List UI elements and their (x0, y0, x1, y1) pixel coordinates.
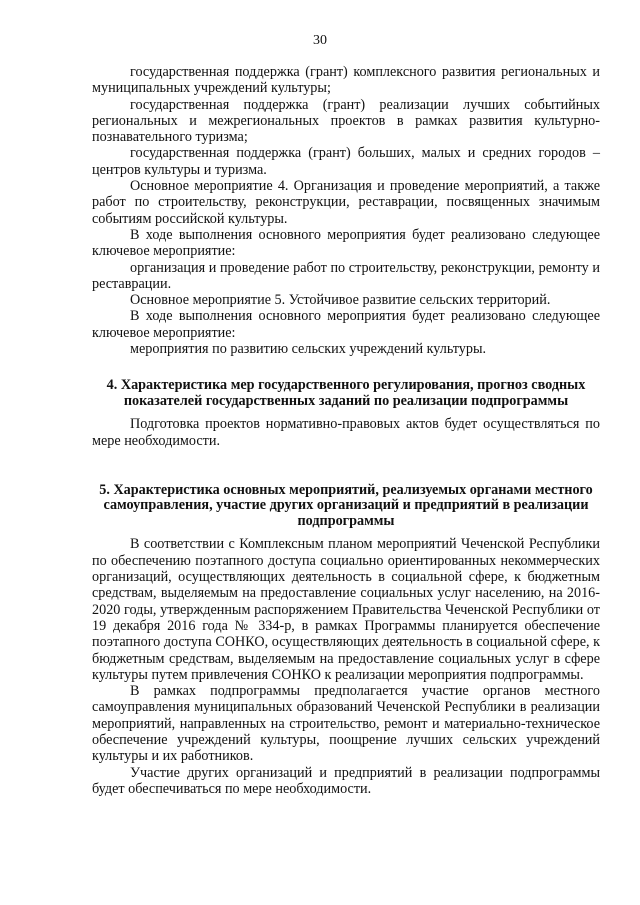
section-5-heading: 5. Характеристика основных мероприятий, реализуемых органами местного самоуправления, участие других организаций и предприятий в реализации подпрограммы (99, 481, 593, 529)
section-4-heading: 4. Характеристика мер государственного регулирования, прогноз сводных показателей государственных заданий по реализации подпрограммы (106, 377, 586, 409)
paragraph: мероприятия по развитию сельских учреждений культуры. (130, 341, 487, 358)
paragraph: государственная поддержка (грант) реализации лучших событийных региональных и межрегиональных проектов в рамках развития культурно-познавательного туризма; (92, 96, 600, 146)
paragraph: Подготовка проектов нормативно-правовых актов будет осуществляться по мере необходимости. (92, 416, 600, 449)
paragraph: государственная поддержка (грант) больших, малых и средних городов – центров культуры и туризма. (92, 145, 600, 178)
paragraph: Основное мероприятие 5. Устойчивое развитие сельских территорий. (130, 292, 551, 309)
document-body (92, 64, 600, 797)
paragraph: В соответствии с Комплексным планом мероприятий Чеченской Республики по обеспечению поэтапного доступа социально ориентированных некоммерческих организаций, осуществляющих деятельность в социальной сфере, к бюджетным средствам, выделяемым на предоставление социальных услуг населению, на 2016-2020 годы, утвержденным распоряжением Правительства Чеченской Республики от 19 декабря 2016 года № 334-р, в рамках Программы планируется обеспечение поэтапного доступа СОНКО, осуществляющих деятельность в социальной сфере, к бюджетным средствам, выделяемым на предоставление социальных услуг в сфере культуры путем привлечения СОНКО к реализации мероприятия подпрограммы. (92, 536, 600, 683)
paragraph: государственная поддержка (грант) комплексного развития региональных и муниципальных учреждений культуры; (92, 64, 600, 97)
paragraph: В ходе выполнения основного мероприятия будет реализовано следующее ключевое мероприятие: (92, 308, 600, 341)
paragraph: Основное мероприятие 4. Организация и проведение мероприятий, а также работ по строительству, реконструкции, реставрации, посвященных значимым событиям российской культуры. (92, 178, 600, 227)
page-number: 30 (313, 33, 327, 48)
paragraph: организация и проведение работ по строительству, реконструкции, ремонту и реставрации. (92, 259, 600, 292)
paragraph: В рамках подпрограммы предполагается участие органов местного самоуправления муниципальных образований Чеченской Республики в реализации мероприятий, направленных на строительство, ремонт и материально-техническое обеспечение учреждений культуры, поощрение лучших сельских учреждений культуры и их работников. (92, 683, 600, 765)
paragraph: Участие других организаций и предприятий в реализации подпрограммы будет обеспечиваться по мере необходимости. (92, 764, 600, 797)
paragraph: В ходе выполнения основного мероприятия будет реализовано следующее ключевое мероприятие: (92, 226, 600, 260)
